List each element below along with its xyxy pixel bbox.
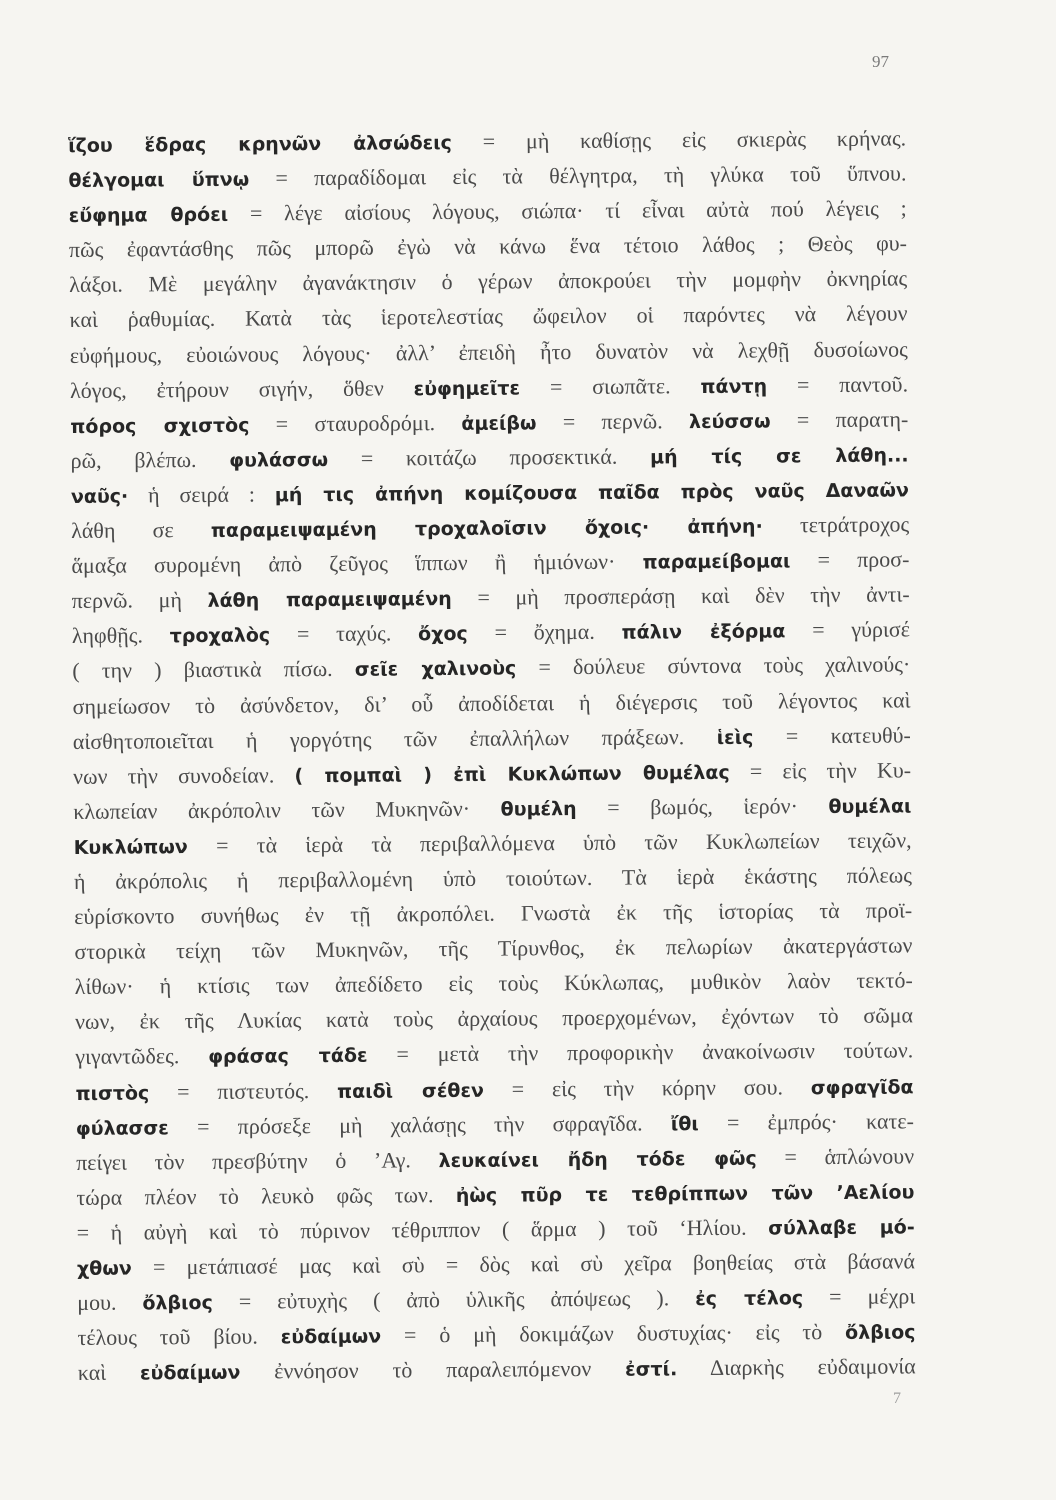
- lemma-term: μή τις ἀπήνη κομίζουσα παῖδα πρὸς ναῦς Δαναῶν: [274, 479, 909, 507]
- lemma-term: εὔφημα θρόει: [68, 203, 229, 228]
- lemma-term: εὐδαίμων: [280, 1325, 382, 1349]
- commentary-text: = μετὰ τὴν προφορικὴν ἀνακοίνωσιν τούτων.: [367, 1037, 914, 1068]
- commentary-text: καὶ: [77, 1359, 141, 1386]
- commentary-text: τώρα πλέον τὸ λευκὸ φῶς των.: [76, 1181, 456, 1210]
- text-line: [72, 682, 910, 724]
- commentary-text: = κατευθύ-: [753, 721, 911, 749]
- commentary-text: στορικὰ τείχη τῶν Μυκηνῶν, τῆς Τίρυνθος, ἐκ πελωρίων ἀκατεργάστων: [74, 932, 913, 965]
- lemma-term: ὄχος: [418, 623, 468, 646]
- lemma-term: ἠὼς πῦρ τε τεθρίππων τῶν ’Αελίου: [455, 1181, 915, 1207]
- lemma-term: χθων: [76, 1257, 132, 1280]
- lemma-term: ἱεὶς: [716, 726, 754, 749]
- lemma-term: ἐς τέλος: [695, 1287, 804, 1311]
- commentary-text: περνῶ. μὴ: [71, 587, 208, 614]
- commentary-text: αἰσθητοποιεῖται ἡ γοργότης τῶν ἐπαλλήλων πράξεων.: [72, 723, 717, 754]
- lemma-term: πόρος σχιστὸς: [70, 414, 250, 438]
- lemma-term: σύλλαβε μό-: [768, 1216, 915, 1240]
- commentary-text: ρῶ, βλέπω.: [70, 446, 230, 473]
- commentary-text: νων, ἐκ τῆς Λυκίας κατὰ τοὺς ἀρχαίους προερχομένων, ἐχόντων τὸ σῶμα: [74, 1002, 914, 1035]
- commentary-text: = ἁπλώνουν: [756, 1143, 915, 1170]
- lemma-term: πάλιν ἐξόρμα: [621, 620, 786, 644]
- lemma-term: ὄλβιος: [142, 1291, 213, 1315]
- commentary-text: ἐννόησον τὸ παραλειπόμενον: [240, 1355, 626, 1384]
- commentary-text: = παρατη-: [770, 406, 909, 433]
- commentary-text: = παραδίδομαι εἰς τὰ θέλγητρα, τὴ γλύκα τοῦ ὕπνου.: [249, 160, 907, 191]
- lemma-term: τροχαλὸς: [169, 624, 271, 648]
- commentary-text: τετράτροχος: [762, 511, 910, 538]
- lemma-term: ἀμείβω: [461, 412, 537, 435]
- lemma-term: λάθη παραμειψαμένη: [207, 588, 452, 613]
- lemma-term: ( πομπαὶ ) ἐπὶ Κυκλώπων θυμέλας: [294, 761, 730, 787]
- commentary-text: = κοιτάζω προσεκτικά.: [328, 443, 651, 471]
- commentary-text: = μέχρι: [803, 1283, 916, 1310]
- commentary-text: τέλους τοῦ βίου.: [77, 1323, 281, 1351]
- commentary-text: = μὴ καθίσῃς εἰς σκιερὰς κρήνας.: [451, 125, 907, 154]
- commentary-text: Διαρκὴς εὐδαιμονία: [677, 1353, 916, 1381]
- commentary-text: λάξοι. Μὲ μεγάλην ἀγανάκτησιν ὁ γέρων ἀποκρούει τὴν μομφὴν ὀκνηρίας: [69, 265, 908, 298]
- commentary-text: = ἡ αὐγὴ καὶ τὸ πύρινον τέθριππον ( ἅρμα ) τοῦ ‘Ηλίου.: [76, 1214, 769, 1245]
- lemma-term: πάντῃ: [700, 375, 768, 398]
- commentary-text: λόγος, ἐτήρουν σιγήν, ὅθεν: [69, 374, 414, 403]
- text-line: [75, 1033, 913, 1075]
- body-text: [68, 120, 916, 1390]
- lemma-term: ἐστί.: [625, 1358, 678, 1381]
- commentary-text: = εὐτυχὴς ( ἀπὸ ὑλικῆς ἀπόψεως ).: [212, 1285, 696, 1314]
- page-number: 97: [872, 52, 889, 71]
- lemma-term: παραμείβομαι: [642, 550, 791, 574]
- lemma-term: εὐδαίμων: [139, 1361, 241, 1385]
- text-line: [69, 296, 907, 338]
- lemma-term: ναῦς·: [70, 485, 129, 508]
- commentary-text: = λέγε αἰσίους λόγους, σιώπα· τί εἶναι αὐτὰ πού λέγεις ;: [228, 195, 907, 226]
- lemma-term: φύλασσε: [75, 1116, 169, 1140]
- commentary-text: ἡ ἀκρόπολις ἡ περιβαλλομένη ὑπὸ τοιούτων. Τὰ ἱερὰ ἑκάστης πόλεως: [73, 862, 912, 894]
- commentary-text: = εἰς τὴν Κυ-: [729, 757, 912, 784]
- commentary-text: ληφθῇς.: [71, 622, 170, 649]
- commentary-text: = ὁ μὴ δοκιμάζων δυστυχίας· εἰς τὸ: [380, 1319, 846, 1348]
- commentary-text: = γύρισέ: [785, 616, 911, 643]
- commentary-text: σημείωσον τὸ ἀσύνδετον, δι’ οὗ ἀποδίδεται ἡ διέγερσις τοῦ λέγοντος καὶ: [72, 686, 911, 719]
- lemma-term: μή τίς σε λάθη...: [649, 444, 909, 469]
- commentary-text: = τὰ ἱερὰ τὰ περιβαλλόμενα ὑπὸ τῶν Κυκλωπείων τειχῶν,: [187, 827, 912, 858]
- commentary-text: = πρόσεξε μὴ χαλάσῃς τὴν σφραγῖδα.: [168, 1109, 671, 1139]
- commentary-text: ἅμαξα συρομένη ἀπὸ ζεῦγος ἵππων ἢ ἡμιόνων·: [71, 548, 643, 579]
- text-line: [78, 1349, 916, 1391]
- lemma-term: φυλάσσω: [229, 448, 329, 472]
- text-line: [75, 1068, 913, 1110]
- lemma-term: θέλγομαι ὕπνῳ: [68, 168, 250, 193]
- lemma-term: σεῖε χαλινοὺς: [354, 657, 517, 682]
- lemma-term: πιστὸς: [75, 1081, 150, 1105]
- text-line: [72, 647, 910, 689]
- commentary-text: = ἐμπρός· κατε-: [698, 1108, 914, 1135]
- commentary-text: = παντοῦ.: [767, 371, 909, 398]
- lemma-term: παραμειψαμένη τροχαλοῖσιν ὄχοις· ἀπήνη·: [210, 515, 763, 542]
- commentary-text: = ταχύς.: [270, 620, 419, 647]
- lemma-term: ὄλβιος: [845, 1321, 916, 1345]
- commentary-text: μου.: [77, 1289, 143, 1316]
- signature-mark: 7: [893, 1390, 901, 1407]
- lemma-term: θυμέλη: [500, 797, 577, 821]
- commentary-text: γιγαντῶδες.: [75, 1043, 209, 1070]
- commentary-text: πῶς ἐφαντάσθης πῶς μπορῶ ἐγὼ νὰ κάνω ἕνα τέτοιο λάθος ; Θεὸς φυ-: [68, 230, 908, 263]
- lemma-term: ἴθι: [670, 1112, 699, 1135]
- lemma-term: Κυκλώπων: [73, 835, 188, 859]
- commentary-text: = μὴ προσπεράσῃ καὶ δὲν τὴν ἀντι-: [451, 581, 910, 611]
- commentary-text: νων τὴν συνοδείαν.: [73, 761, 295, 789]
- commentary-text: πείγει τὸν πρεσβύτην ὁ ’Αγ.: [76, 1146, 439, 1175]
- commentary-text: λίθων· ἡ κτίσις των ἀπεδίδετο εἰς τοὺς Κύκλωπας, μυθικὸν λαὸν τεκτό-: [74, 967, 913, 1000]
- commentary-text: = περνῶ.: [536, 407, 690, 435]
- commentary-text: = βωμός, ἱερόν·: [576, 792, 829, 820]
- lemma-term: λεύσσω: [688, 410, 771, 433]
- lemma-term: κρηνῶν ἀλσώδεις: [238, 131, 452, 156]
- commentary-text: κλωπείαν ἀκρόπολιν τῶν Μυκηνῶν·: [73, 795, 501, 824]
- lemma-term: εὐφημεῖτε: [413, 377, 521, 400]
- commentary-text: καὶ ῥαθυμίας. Κατὰ τὰς ἱεροτελεστίας ὤφειλον οἱ παρόντες νὰ λέγουν: [69, 300, 908, 333]
- commentary-text: εὑρίσκοντο συνήθως ἐν τῇ ἀκροπόλει. Γνωστὰ ἐκ τῆς ἱστορίας τὰ προϊ-: [74, 897, 913, 930]
- commentary-text: εὐφήμους, εὐοιώνους λόγους· ἀλλ’ ἐπειδὴ ἦτο δυνατὸν νὰ λεχθῇ δυσοίωνος: [69, 335, 908, 368]
- commentary-text: = πιστευτός.: [149, 1077, 338, 1104]
- lemma-term: λευκαίνει ἤδη τόδε φῶς: [438, 1147, 757, 1172]
- commentary-text: = προσ-: [790, 546, 910, 573]
- lemma-term: θυμέλαι: [828, 795, 912, 818]
- commentary-text: = σιωπᾶτε.: [519, 372, 701, 400]
- commentary-text: = δούλευε σύντονα τοὺς χαλινούς·: [516, 651, 911, 680]
- lemma-term: σφραγῖδα: [810, 1075, 914, 1099]
- commentary-text: = μετάπιασέ μας καὶ σὺ = δὸς καὶ σὺ χεῖρα βοηθείας στὰ βάσανά: [131, 1248, 916, 1280]
- commentary-text: λάθη σε: [71, 516, 211, 544]
- commentary-text: ἡ σειρά :: [128, 481, 275, 508]
- commentary-text: ( την ) βιαστικὰ πίσω.: [72, 656, 355, 684]
- commentary-text: = σταυροδρόμι.: [249, 409, 462, 437]
- commentary-text: = ὄχημα.: [467, 618, 622, 646]
- lemma-term: ἵζου ἕδρας: [68, 133, 239, 157]
- commentary-text: = εἰς τὴν κόρην σου.: [483, 1073, 811, 1102]
- lemma-term: παιδὶ σέθεν: [336, 1079, 485, 1103]
- lemma-term: φράσας τάδε: [208, 1045, 368, 1069]
